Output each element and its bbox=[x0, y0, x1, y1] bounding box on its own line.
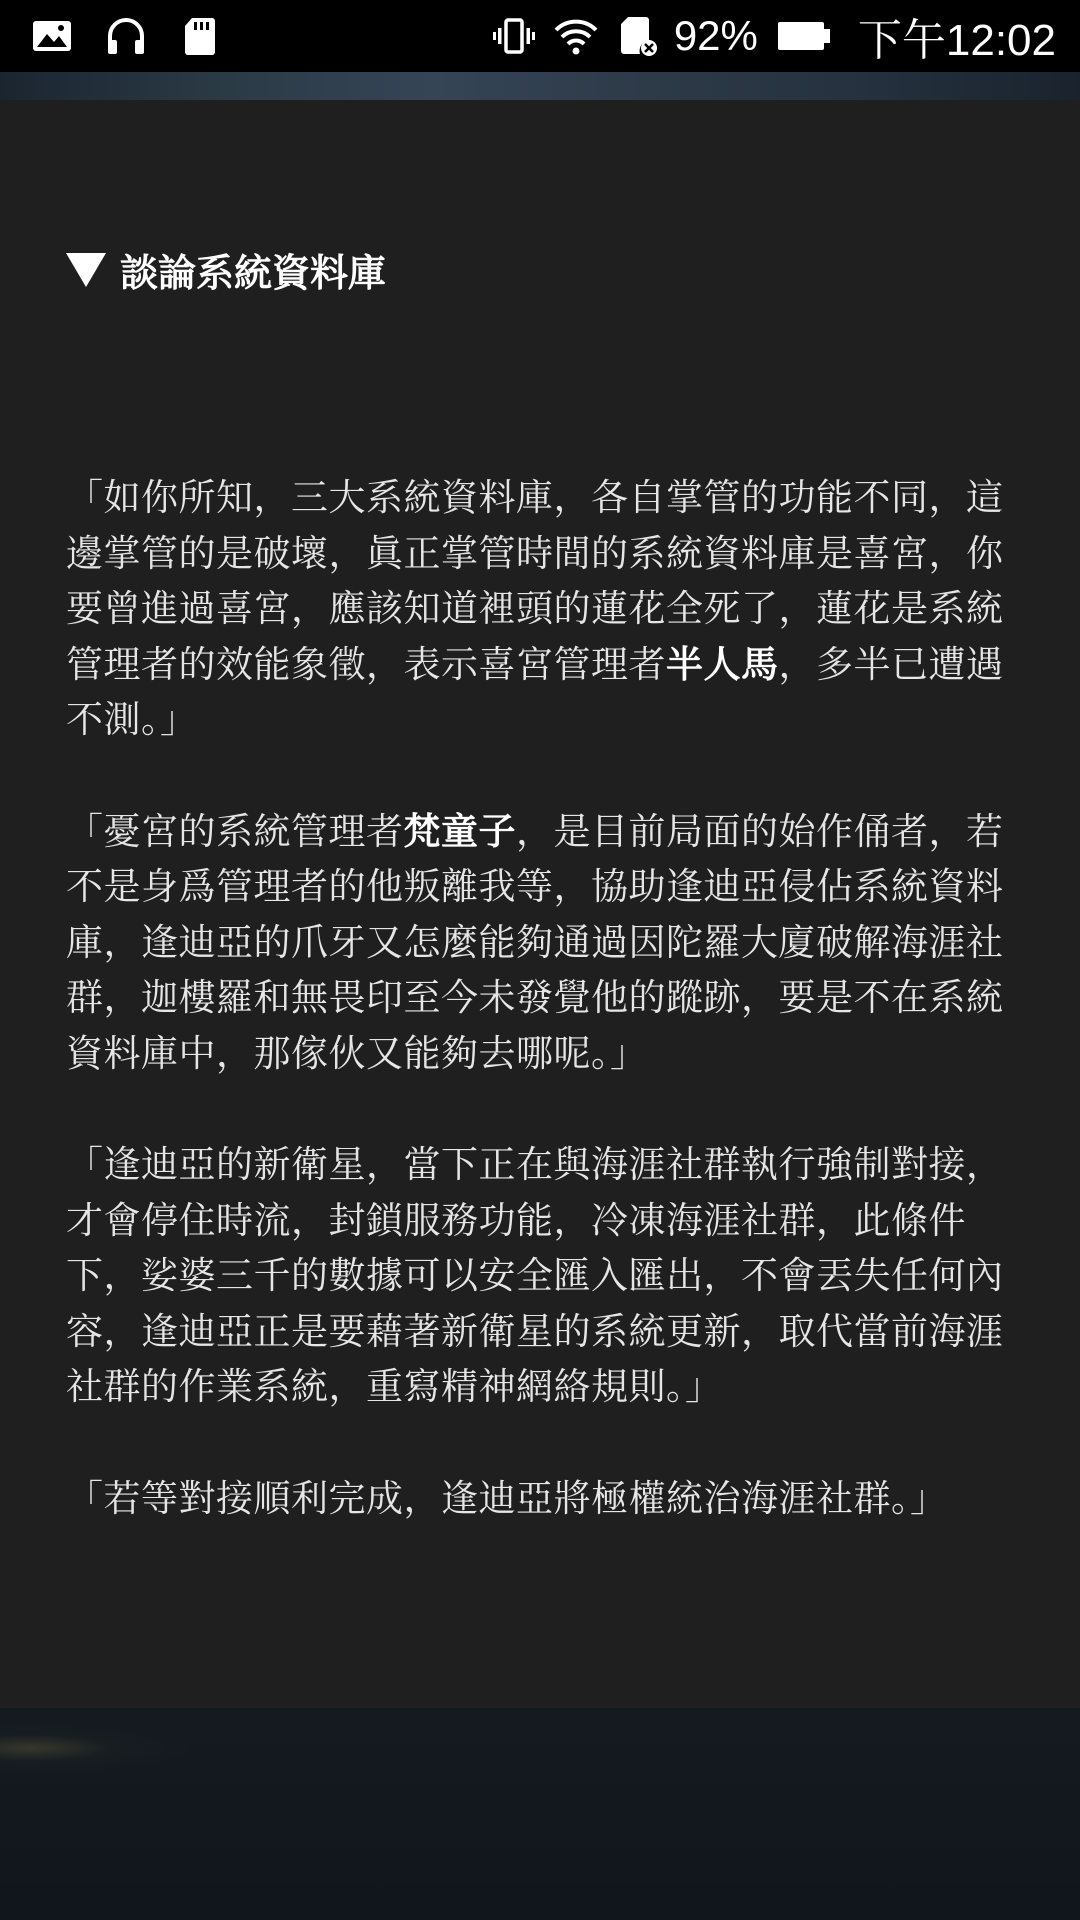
background-art-bottom bbox=[0, 1708, 1080, 1920]
wifi-icon bbox=[554, 14, 598, 58]
paragraph-text: 「若等對接順利完成，逢迪亞將極權統治海涯社群。」 bbox=[66, 1476, 948, 1520]
paragraph-text: ，是目前局面的始作俑者，若不是身爲管理者的他叛離我等，協助逢迪亞侵佔系統資料庫，逢迪亞的爪牙又怎麼能夠通過因陀羅大廈破解海涯社群，迦樓羅和無畏印至今未發覺他的蹤跡，要是不在系統資料庫中，那傢伙又能夠去哪呢。」 bbox=[66, 809, 1004, 1075]
paragraph-text: ，多半已遭遇不測。」 bbox=[66, 642, 1004, 741]
sd-card-icon bbox=[178, 14, 222, 58]
paragraph-1 bbox=[66, 470, 1026, 748]
paragraph-text: 「如你所知，三大系統資料庫，各自掌管的功能不同，這邊掌管的是破壞，眞正掌管時間的系統資料庫是喜宮，你要曾進過喜宮，應該知道裡頭的蓮花全死了，蓮花是系統管理者的效能象徵，表示喜宮管理者 bbox=[66, 476, 1004, 686]
paragraph-3 bbox=[66, 1137, 1026, 1415]
paragraph-text: 「憂宮的系統管理者 bbox=[66, 809, 404, 853]
headset-icon bbox=[104, 14, 148, 58]
battery-percent: 92% bbox=[673, 12, 758, 59]
dialogue-content bbox=[66, 470, 1026, 1526]
collapse-triangle-icon[interactable] bbox=[66, 253, 106, 287]
paragraph-4 bbox=[66, 1471, 1026, 1527]
status-right-icons bbox=[474, 4, 1056, 68]
clock: 下午12:02 bbox=[857, 16, 1056, 65]
character-name: 梵童子 bbox=[403, 809, 516, 853]
paragraph-text: 「逢迪亞的新衛星，當下正在與海涯社群執行強制對接，才會停住時流，封鎖服務功能，冷凍海涯社群，此條件下，娑婆三千的數據可以安全匯入匯出，不會丟失任何內容，逢迪亞正是要藉著新衛星的系統更新，取代當前海涯社群的作業系統，重寫精神網絡規則。」 bbox=[66, 1143, 1004, 1408]
status-left-icons bbox=[30, 14, 252, 58]
character-name: 半人馬 bbox=[666, 642, 779, 686]
vibrate-icon bbox=[492, 14, 536, 58]
gallery-icon bbox=[30, 14, 74, 58]
status-bar bbox=[0, 0, 1080, 72]
section-header[interactable] bbox=[66, 242, 386, 297]
battery-icon bbox=[776, 14, 832, 58]
sd-card-error-icon bbox=[616, 14, 660, 58]
paragraph-2 bbox=[66, 804, 1026, 1082]
section-title: 談論系統資料庫 bbox=[120, 251, 387, 295]
